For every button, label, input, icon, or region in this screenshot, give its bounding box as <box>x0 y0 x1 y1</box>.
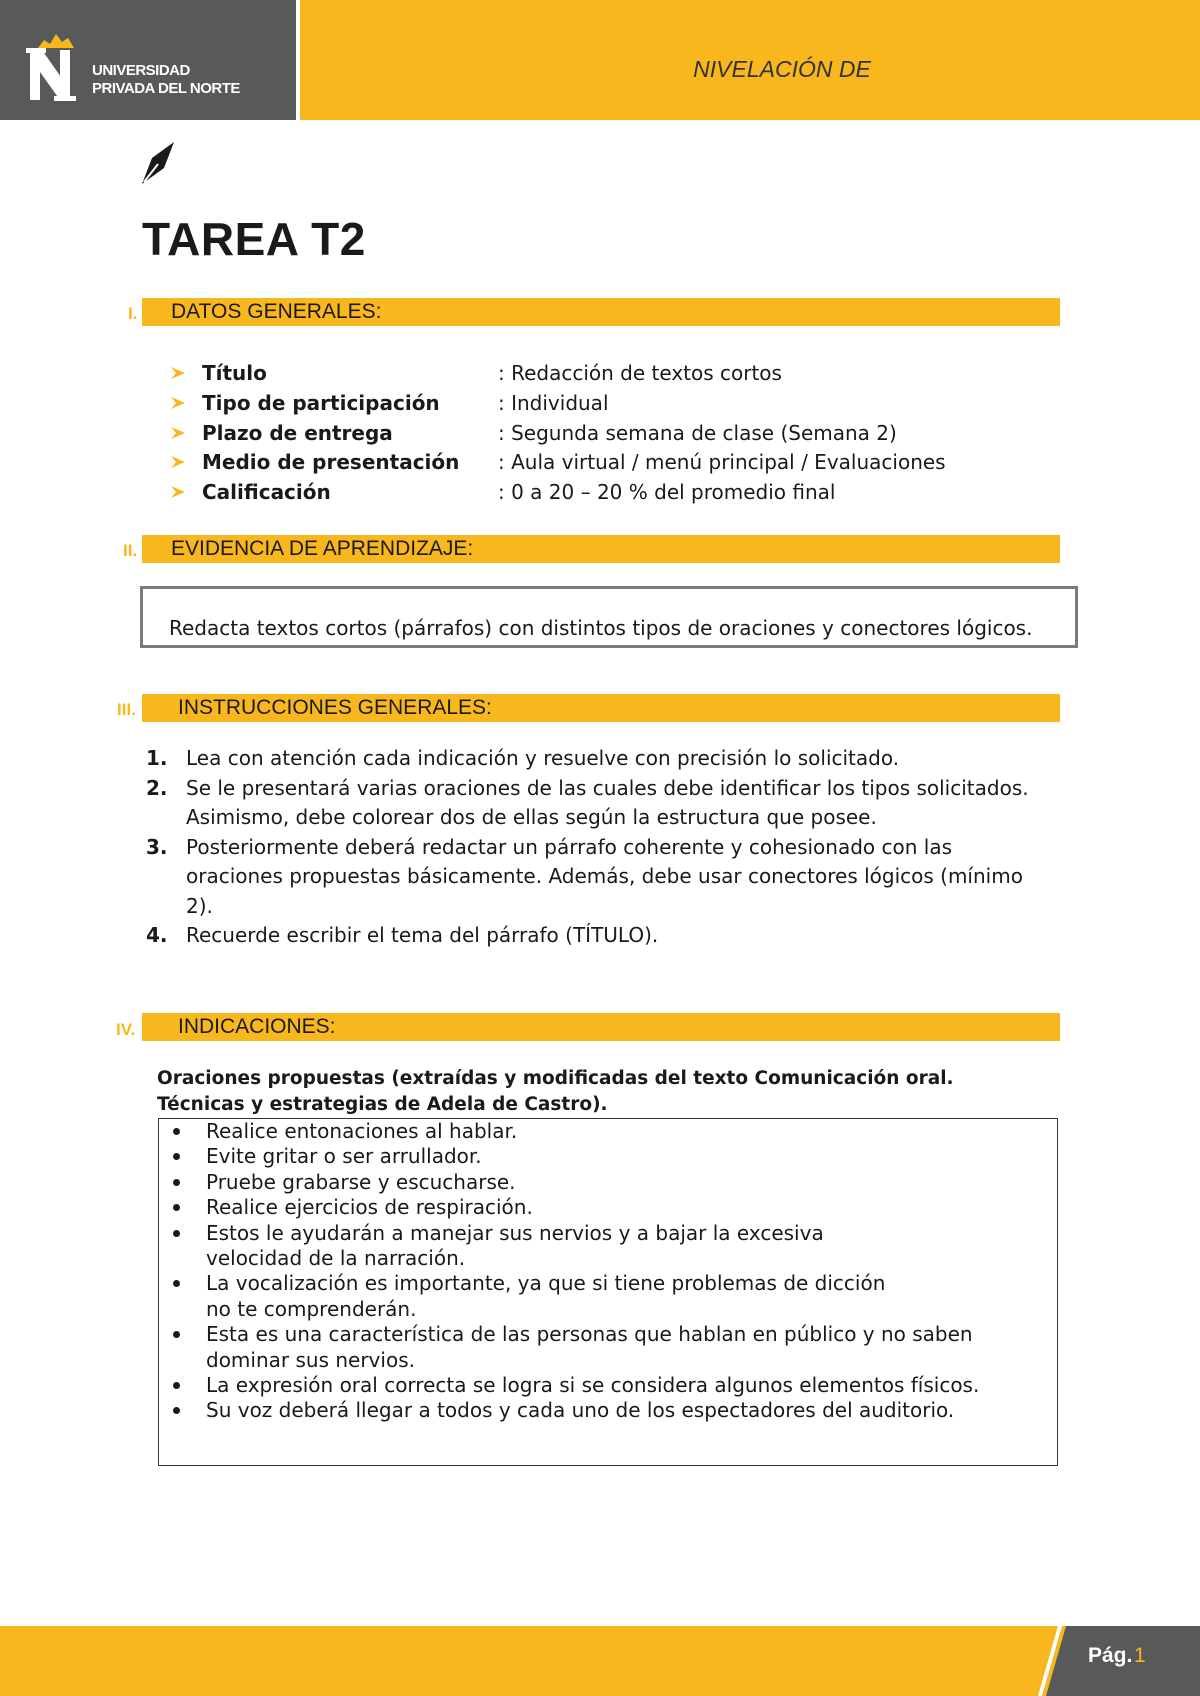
datos-value: : Individual <box>498 391 609 415</box>
datos-row-tipo <box>170 388 1070 418</box>
footer-page-tab <box>0 1626 1200 1696</box>
bullet-icon <box>173 1204 180 1211</box>
section-title-instrucciones: INSTRUCCIONES GENERALES: <box>178 696 492 719</box>
list-item-text: Lea con atención cada indicación y resuelve con precisión lo solicitado. <box>186 746 900 770</box>
evidence-box <box>140 586 1078 648</box>
datos-row-calificacion <box>170 477 1070 507</box>
datos-value: : Aula virtual / menú principal / Evaluaciones <box>498 450 946 474</box>
list-item-number: 1. <box>146 746 168 770</box>
datos-key: Título <box>202 361 267 385</box>
list-item <box>159 1119 1036 1144</box>
university-name-line2: PRIVADA DEL NORTE <box>92 80 240 97</box>
list-item-text: Posteriormente deberá redactar un párrafo coherente y cohesionado con las oraciones propuestas básicamente. Además, debe usar conectores lógicos (mínimo 2). <box>186 834 1023 918</box>
list-item-text: Evite gritar o ser arrullador. <box>206 1144 482 1169</box>
instructions-list <box>146 744 1046 951</box>
indicaciones-heading: Oraciones propuestas (extraídas y modificadas del texto Comunicación oral. Técnicas y estrategias de Adela de Castro). <box>157 1068 954 1115</box>
datos-value: : Redacción de textos cortos <box>498 361 782 385</box>
list-item <box>146 744 1046 774</box>
header-title: NIVELACIÓN DE <box>693 56 871 82</box>
datos-value: : Segunda semana de clase (Semana 2) <box>498 421 897 445</box>
list-item-text: La expresión oral correcta se logra si se considera algunos elementos físicos. <box>206 1373 980 1398</box>
datos-key: Calificación <box>202 480 331 504</box>
list-item <box>159 1373 1016 1398</box>
datos-row-plazo <box>170 418 1070 448</box>
university-name-line1: UNIVERSIDAD <box>92 62 190 79</box>
list-item-text: Su voz deberá llegar a todos y cada uno de los espectadores del auditorio. <box>206 1398 955 1423</box>
list-item-text: La vocalización es importante, ya que si tiene problemas de dicción no te comprenderán. <box>206 1271 886 1321</box>
bullet-icon <box>173 1407 180 1414</box>
list-item <box>159 1170 1036 1195</box>
bullet-icon <box>173 1280 180 1287</box>
section-title-indicaciones: INDICACIONES: <box>178 1015 336 1038</box>
datos-row-titulo <box>170 358 1070 388</box>
datos-value: : 0 a 20 – 20 % del promedio final <box>498 480 836 504</box>
list-item <box>159 1195 1036 1220</box>
university-logo-icon <box>26 32 86 102</box>
arrow-bullet-icon <box>170 395 186 411</box>
list-item <box>159 1322 986 1373</box>
list-item-number: 3. <box>146 834 168 859</box>
university-name <box>92 62 240 98</box>
datos-key: Plazo de entrega <box>202 421 393 445</box>
datos-key: Medio de presentación <box>202 450 460 474</box>
bullet-icon <box>173 1153 180 1160</box>
bullet-icon <box>173 1331 180 1338</box>
list-item-number: 2. <box>146 775 168 800</box>
list-item-number: 4. <box>146 923 168 947</box>
list-item <box>159 1221 906 1272</box>
list-item <box>159 1144 1036 1169</box>
list-item <box>159 1398 1066 1423</box>
evidence-text: Redacta textos cortos (párrafos) con distintos tipos de oraciones y conectores lógicos. <box>169 616 1033 640</box>
list-item <box>146 774 1046 833</box>
pen-nib-icon <box>140 140 180 186</box>
list-item <box>159 1271 896 1322</box>
list-item-text: Estos le ayudarán a manejar sus nervios y a bajar la excesiva velocidad de la narración. <box>206 1220 824 1271</box>
list-item-text: Pruebe grabarse y escucharse. <box>206 1169 516 1194</box>
list-item-text: Se le presentará varias oraciones de las cuales debe identificar los tipos solicitados. Asimismo, debe colorear dos de ellas según la estructura que posee. <box>186 775 1029 829</box>
section-number-3: III. <box>117 700 136 719</box>
arrow-bullet-icon <box>170 365 186 381</box>
arrow-bullet-icon <box>170 425 186 441</box>
page-title: TAREA T2 <box>142 213 366 265</box>
list-item <box>146 833 1046 922</box>
section-title-evidencia: EVIDENCIA DE APRENDIZAJE: <box>171 537 474 560</box>
list-item <box>146 921 1046 951</box>
section-title-datos-generales: DATOS GENERALES: <box>171 300 382 323</box>
datos-key: Tipo de participación <box>202 391 440 415</box>
section-number-2: II. <box>123 541 138 560</box>
arrow-bullet-icon <box>170 484 186 500</box>
list-item-text: Recuerde escribir el tema del párrafo (TÍTULO). <box>186 923 659 947</box>
bullet-icon <box>173 1230 180 1237</box>
sentences-box <box>158 1118 1058 1466</box>
page-number: 1 <box>1134 1644 1146 1667</box>
page-label: Pág. <box>1088 1644 1133 1667</box>
datos-row-medio <box>170 447 1070 477</box>
sentences-list <box>159 1119 1066 1424</box>
list-item-text: Realice ejercicios de respiración. <box>206 1195 533 1220</box>
bullet-icon <box>173 1179 180 1186</box>
bullet-icon <box>173 1382 180 1389</box>
arrow-bullet-icon <box>170 454 186 470</box>
section-number-4: IV. <box>116 1020 136 1039</box>
section-number-1: I. <box>128 304 138 323</box>
list-item-text: Realice entonaciones al hablar. <box>206 1119 518 1143</box>
list-item-text: Esta es una característica de las personas que hablan en público y no saben dominar sus nervios. <box>206 1322 973 1372</box>
bullet-icon <box>173 1128 180 1135</box>
